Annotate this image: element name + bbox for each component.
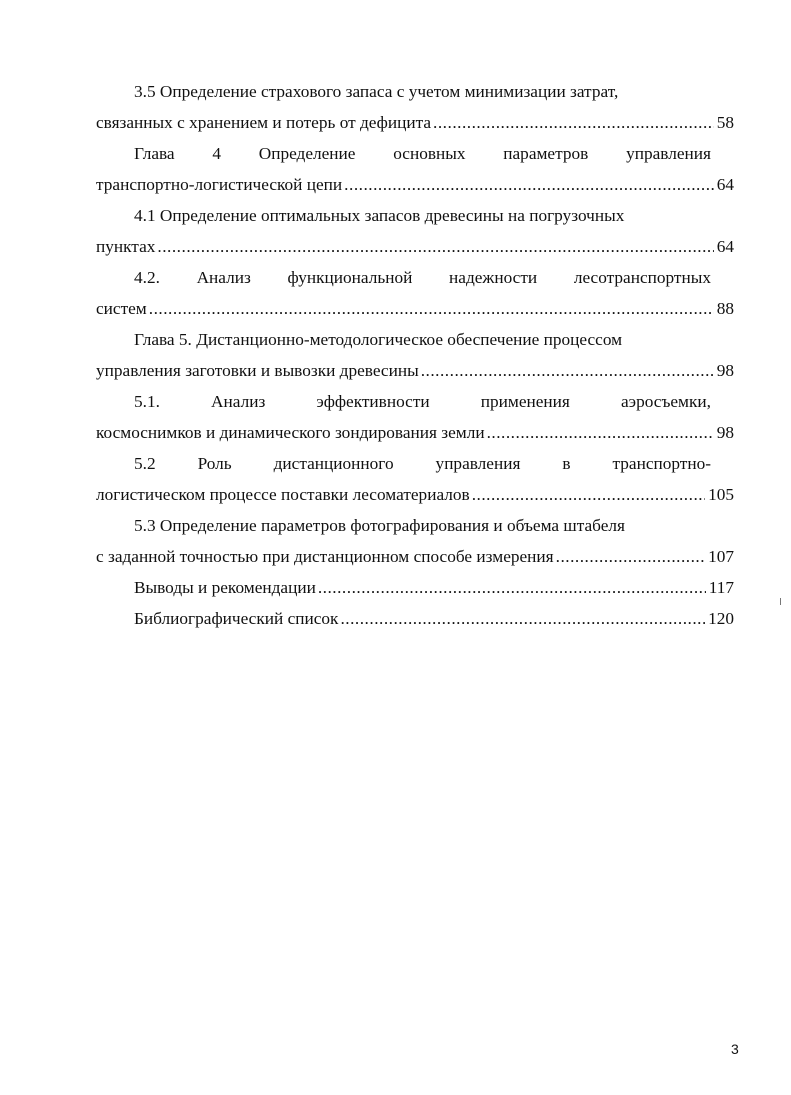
toc-entry-title-cont: связанных с хранением и потерь от дефицита: [96, 113, 432, 132]
toc-entry: [96, 76, 734, 138]
toc-entry-title-line: [96, 324, 734, 355]
toc-page-number: 107: [708, 547, 734, 566]
toc-word: Определение: [258, 144, 356, 163]
dot-leader: [340, 603, 705, 634]
toc-entry-title: Выводы и рекомендации: [134, 578, 316, 597]
toc-page-number: 64: [716, 237, 734, 256]
toc-word: Анализ: [211, 392, 266, 411]
toc-entry-title-line: [96, 138, 711, 169]
toc-word: эффективности: [316, 392, 430, 411]
scan-mark: [780, 598, 781, 605]
toc-entry-leader-line: [96, 355, 734, 386]
toc-page-number: 58: [716, 113, 734, 132]
toc-word: 4: [212, 144, 221, 163]
toc-entry: [96, 510, 734, 572]
toc-word: функциональной: [287, 268, 413, 287]
toc-word: параметров: [503, 144, 589, 163]
toc-page-number: 98: [716, 361, 734, 380]
toc-word: Роль: [197, 454, 232, 473]
toc-entry-title-cont: с заданной точностью при дистанционном способе измерения: [96, 547, 554, 566]
dot-leader: [318, 572, 706, 603]
toc-entry-title-line: [96, 386, 711, 417]
toc-entry-title-cont: систем: [96, 299, 147, 318]
toc-entry: [96, 448, 734, 510]
toc-word: транспортно-: [612, 454, 711, 473]
toc-entry-title-line: [96, 76, 734, 107]
toc-entry-title-line: [96, 448, 711, 479]
dot-leader: [556, 541, 705, 572]
toc-entry-leader-line: [96, 479, 734, 510]
toc-word: в: [562, 454, 571, 473]
toc-word: лесотранспортных: [573, 268, 711, 287]
dot-leader: [487, 417, 714, 448]
toc-page-number: 120: [708, 609, 734, 628]
toc-word: Анализ: [196, 268, 251, 287]
toc-entry: [96, 138, 734, 200]
toc-word: управления: [626, 144, 711, 163]
toc-entry: [96, 386, 734, 448]
toc-entry: [96, 324, 734, 386]
toc-entry-title-cont: логистическом процессе поставки лесоматериалов: [96, 485, 470, 504]
dot-leader: [421, 355, 714, 386]
toc-entry: [96, 572, 734, 603]
toc-word: дистанционного: [273, 454, 394, 473]
toc-word: применения: [480, 392, 570, 411]
toc-word: управления: [435, 454, 521, 473]
toc-entry-title-cont: космоснимков и динамического зондирования земли: [96, 423, 485, 442]
toc-word: 5.2: [134, 454, 156, 473]
toc-entry: [96, 603, 734, 634]
toc-entry-title: 3.5 Определение страхового запаса с учетом минимизации затрат,: [134, 82, 619, 101]
dot-leader: [433, 107, 714, 138]
toc-entry-title-line: [96, 262, 711, 293]
toc-entry-title-cont: пунктах: [96, 237, 156, 256]
toc-entry: [96, 200, 734, 262]
toc-entry-leader-line: [96, 541, 734, 572]
page-number: 3: [731, 1041, 739, 1057]
toc-entry-title: 4.1 Определение оптимальных запасов древесины на погрузочных: [134, 206, 625, 225]
dot-leader: [157, 231, 713, 262]
toc-entry: [96, 262, 734, 324]
toc-entry-title: Библиографический список: [134, 609, 339, 628]
toc-page-number: 98: [716, 423, 734, 442]
toc-entry-leader-line: [96, 169, 734, 200]
toc-entry-leader-line: [96, 231, 734, 262]
toc-word: аэросъемки,: [620, 392, 711, 411]
toc-entry-title-line: [96, 510, 734, 541]
dot-leader: [149, 293, 714, 324]
toc-page-number: 105: [708, 485, 734, 504]
dot-leader: [344, 169, 714, 200]
toc-entry-title: 5.3 Определение параметров фотографирования и объема штабеля: [134, 516, 625, 535]
toc-entry-title-line: [96, 200, 734, 231]
toc-word: надежности: [449, 268, 538, 287]
toc-entry-title-cont: управления заготовки и вывозки древесины: [96, 361, 419, 380]
toc-page-number: 88: [716, 299, 734, 318]
toc-page-number: 117: [708, 578, 734, 597]
toc-word: 5.1.: [134, 392, 160, 411]
toc-word: Глава: [134, 144, 175, 163]
dot-leader: [472, 479, 705, 510]
toc-word: 4.2.: [134, 268, 160, 287]
toc-entry-leader-line: [96, 293, 734, 324]
toc-entry-title-cont: транспортно-логистической цепи: [96, 175, 343, 194]
toc-entry-leader-line: [96, 107, 734, 138]
toc-word: основных: [393, 144, 466, 163]
toc-page-number: 64: [716, 175, 734, 194]
toc-entry-title: Глава 5. Дистанционно-методологическое обеспечение процессом: [134, 330, 623, 349]
toc-entry-leader-line: [96, 417, 734, 448]
table-of-contents: [96, 76, 734, 634]
